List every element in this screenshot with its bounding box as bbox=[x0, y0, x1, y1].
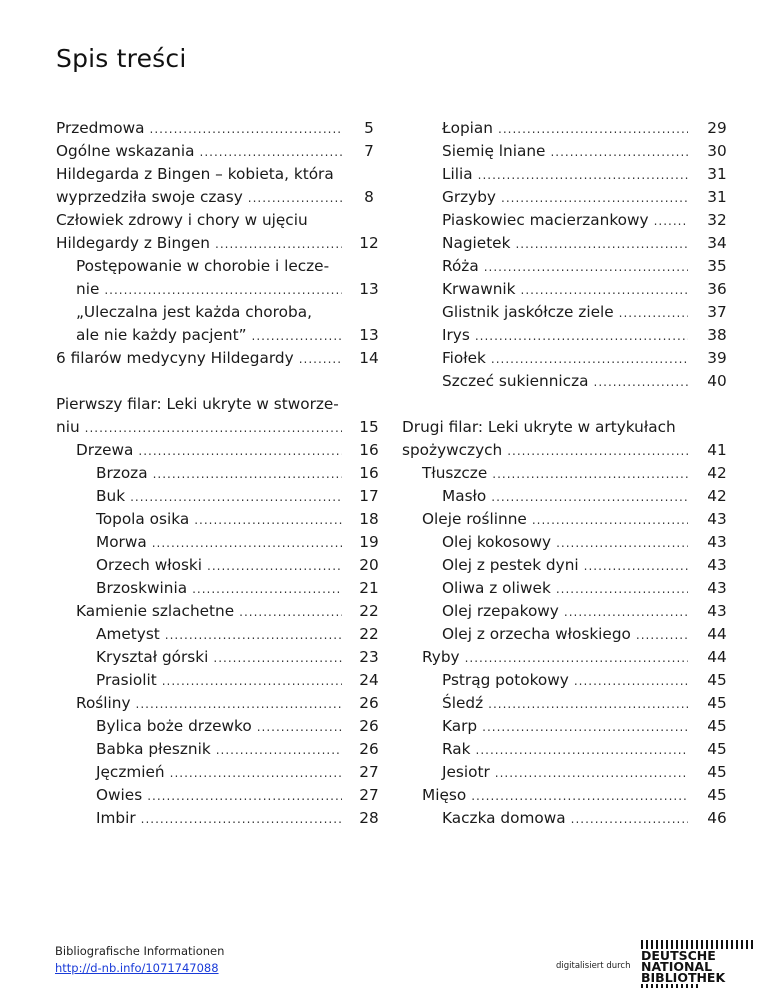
dot-leader bbox=[252, 325, 342, 348]
toc-entry bbox=[422, 508, 727, 531]
dot-leader bbox=[491, 348, 688, 371]
dnb-logo bbox=[639, 940, 757, 988]
dot-leader bbox=[150, 118, 342, 141]
dot-leader bbox=[136, 693, 342, 716]
toc-entry bbox=[442, 807, 727, 830]
bibliographic-info bbox=[55, 943, 224, 977]
dot-leader bbox=[475, 325, 688, 348]
toc-page-number: 13 bbox=[359, 326, 379, 344]
toc-page-number: 38 bbox=[707, 326, 727, 344]
toc-entry bbox=[96, 761, 379, 784]
toc-entry bbox=[442, 163, 727, 186]
bibliographic-link[interactable]: http://d-nb.info/1071747088 bbox=[55, 961, 219, 975]
toc-entry bbox=[96, 669, 379, 692]
dot-leader bbox=[501, 187, 688, 210]
dot-leader bbox=[239, 601, 342, 624]
toc-entry-title: Oleje roślinne bbox=[422, 510, 527, 528]
toc-entry-title: Oliwa z oliwek bbox=[442, 579, 551, 597]
toc-page-number: 21 bbox=[359, 579, 379, 597]
toc-entry bbox=[442, 232, 727, 255]
toc-entry bbox=[442, 738, 727, 761]
toc-entry-title: Imbir bbox=[96, 809, 136, 827]
toc-page-number: 45 bbox=[707, 786, 727, 804]
toc-page-number: 30 bbox=[707, 142, 727, 160]
toc-entry bbox=[422, 646, 727, 669]
dot-leader bbox=[207, 555, 342, 578]
dot-leader bbox=[484, 256, 688, 279]
toc-entry bbox=[96, 623, 379, 646]
toc-entry-title: Nagietek bbox=[442, 234, 511, 252]
toc-entry-title: Drugi filar: Leki ukryte w artykułach bbox=[402, 418, 676, 436]
dot-leader bbox=[165, 624, 342, 647]
toc-entry-title: Ryby bbox=[422, 648, 460, 666]
toc-entry bbox=[56, 232, 379, 255]
dot-leader bbox=[574, 670, 688, 693]
toc-page-number: 12 bbox=[359, 234, 379, 252]
dot-leader bbox=[556, 578, 688, 601]
dot-leader bbox=[85, 417, 342, 440]
toc-entry-title: Hildegarda z Bingen – kobieta, która bbox=[56, 165, 334, 183]
toc-page-number: 16 bbox=[359, 464, 379, 482]
toc-entry-title: Róża bbox=[442, 257, 479, 275]
toc-page-number: 42 bbox=[707, 487, 727, 505]
dot-leader bbox=[636, 624, 688, 647]
toc-entry bbox=[442, 278, 727, 301]
dot-leader bbox=[564, 601, 688, 624]
toc-entry bbox=[76, 301, 346, 324]
toc-entry bbox=[442, 324, 727, 347]
dot-leader bbox=[556, 532, 688, 555]
toc-page-number: 8 bbox=[364, 188, 374, 206]
toc-entry-title: Orzech włoski bbox=[96, 556, 203, 574]
toc-entry bbox=[442, 692, 727, 715]
toc-entry-title: Brzoskwinia bbox=[96, 579, 188, 597]
toc-entry-title: Pstrąg potokowy bbox=[442, 671, 569, 689]
toc-page-number: 39 bbox=[707, 349, 727, 367]
toc-page-number: 43 bbox=[707, 533, 727, 551]
toc-page-number: 36 bbox=[707, 280, 727, 298]
toc-page-number: 45 bbox=[707, 763, 727, 781]
toc-entry bbox=[402, 393, 692, 416]
toc-page-number: 44 bbox=[707, 625, 727, 643]
dot-leader bbox=[147, 785, 342, 808]
toc-page-number: 40 bbox=[707, 372, 727, 390]
toc-entry bbox=[442, 209, 727, 232]
dot-leader bbox=[194, 509, 342, 532]
dot-leader bbox=[215, 233, 342, 256]
toc-page-number: 44 bbox=[707, 648, 727, 666]
toc-entry bbox=[442, 761, 727, 784]
toc-entry bbox=[96, 646, 379, 669]
toc-entry-title: Lilia bbox=[442, 165, 473, 183]
toc-page-number: 42 bbox=[707, 464, 727, 482]
toc-entry bbox=[442, 577, 727, 600]
toc-entry-title: Buk bbox=[96, 487, 126, 505]
toc-page-number: 15 bbox=[359, 418, 379, 436]
toc-page-number: 45 bbox=[707, 717, 727, 735]
toc-page-number: 18 bbox=[359, 510, 379, 528]
dot-leader bbox=[299, 348, 342, 371]
toc-page-number: 29 bbox=[707, 119, 727, 137]
toc-entry-title: Kaczka domowa bbox=[442, 809, 566, 827]
dot-leader bbox=[478, 164, 688, 187]
toc-entry-title: Śledź bbox=[442, 694, 484, 712]
toc-entry bbox=[422, 784, 727, 807]
toc-entry bbox=[442, 554, 727, 577]
toc-page-number: 20 bbox=[359, 556, 379, 574]
toc-entry bbox=[96, 508, 379, 531]
toc-entry-title: spożywczych bbox=[402, 441, 503, 459]
dot-leader bbox=[130, 486, 342, 509]
toc-entry bbox=[56, 416, 379, 439]
toc-entry bbox=[56, 393, 346, 416]
toc-page-number: 7 bbox=[364, 142, 374, 160]
toc-page-number: 31 bbox=[707, 165, 727, 183]
bibliographic-label: Bibliografische Informationen bbox=[55, 944, 225, 958]
toc-entry bbox=[442, 255, 727, 278]
toc-page-number: 26 bbox=[359, 717, 379, 735]
toc-entry bbox=[442, 347, 727, 370]
dot-leader bbox=[488, 693, 688, 716]
toc-entry-title: Łopian bbox=[442, 119, 493, 137]
toc-page-number: 37 bbox=[707, 303, 727, 321]
toc-entry-title: Kamienie szlachetne bbox=[76, 602, 235, 620]
toc-entry-title: Karp bbox=[442, 717, 478, 735]
dot-leader bbox=[153, 463, 342, 486]
toc-entry bbox=[56, 186, 374, 209]
toc-entry-title: Człowiek zdrowy i chory w ujęciu bbox=[56, 211, 308, 229]
toc-entry bbox=[76, 600, 379, 623]
toc-entry-title: Olej rzepakowy bbox=[442, 602, 559, 620]
dot-leader bbox=[521, 279, 688, 302]
toc-page-number: 27 bbox=[359, 763, 379, 781]
toc-entry-title: Morwa bbox=[96, 533, 147, 551]
toc-entry bbox=[96, 715, 379, 738]
toc-entry-title: Krwawnik bbox=[442, 280, 516, 298]
toc-entry bbox=[442, 600, 727, 623]
dot-leader bbox=[152, 532, 342, 555]
logo-line-1: DEUTSCHE bbox=[641, 948, 716, 963]
toc-entry bbox=[442, 669, 727, 692]
dot-leader bbox=[507, 440, 688, 463]
toc-entry bbox=[96, 462, 379, 485]
dot-leader bbox=[170, 762, 342, 785]
toc-entry bbox=[442, 186, 727, 209]
toc-page-number: 46 bbox=[707, 809, 727, 827]
toc-entry-title: Bylica boże drzewko bbox=[96, 717, 252, 735]
dot-leader bbox=[162, 670, 342, 693]
toc-entry bbox=[76, 439, 379, 462]
toc-entry-title: nie bbox=[76, 280, 100, 298]
dot-leader bbox=[216, 739, 342, 762]
toc-entry-title: Masło bbox=[442, 487, 487, 505]
toc-entry bbox=[56, 117, 374, 140]
toc-entry-title: wyprzedziła swoje czasy bbox=[56, 188, 243, 206]
toc-entry-title: Piaskowiec macierzankowy bbox=[442, 211, 649, 229]
toc-entry-title: Tłuszcze bbox=[422, 464, 488, 482]
toc-entry bbox=[76, 324, 379, 347]
toc-page-number: 23 bbox=[359, 648, 379, 666]
toc-entry-title: Glistnik jaskółcze ziele bbox=[442, 303, 614, 321]
dot-leader bbox=[192, 578, 342, 601]
toc-page-number: 41 bbox=[707, 441, 727, 459]
dot-leader bbox=[532, 509, 688, 532]
toc-entry-title: Kryształ górski bbox=[96, 648, 209, 666]
toc-entry-title: Fiołek bbox=[442, 349, 486, 367]
dot-leader bbox=[571, 808, 688, 831]
toc-entry bbox=[96, 807, 379, 830]
toc-entry-title: „Uleczalna jest każda choroba, bbox=[76, 303, 312, 321]
toc-entry-title: niu bbox=[56, 418, 80, 436]
toc-entry-title: Olej z pestek dyni bbox=[442, 556, 579, 574]
toc-entry bbox=[96, 784, 379, 807]
dot-leader bbox=[248, 187, 342, 210]
toc-entry-title: ale nie każdy pacjent” bbox=[76, 326, 247, 344]
toc-page-number: 19 bbox=[359, 533, 379, 551]
dot-leader bbox=[491, 486, 688, 509]
toc-entry-title: Brzoza bbox=[96, 464, 148, 482]
toc-entry bbox=[96, 485, 379, 508]
toc-entry bbox=[442, 301, 727, 324]
toc-page-number: 35 bbox=[707, 257, 727, 275]
toc-entry bbox=[56, 209, 346, 232]
toc-page-number: 22 bbox=[359, 625, 379, 643]
dot-leader bbox=[200, 141, 343, 164]
dot-leader bbox=[498, 118, 688, 141]
toc-entry-title: Ametyst bbox=[96, 625, 160, 643]
dot-leader bbox=[515, 233, 688, 256]
dot-leader bbox=[492, 463, 688, 486]
toc-entry-title: Rak bbox=[442, 740, 471, 758]
toc-entry-title: Szczeć sukiennicza bbox=[442, 372, 589, 390]
toc-entry bbox=[96, 554, 379, 577]
toc-entry bbox=[56, 163, 346, 186]
toc-entry bbox=[422, 462, 727, 485]
toc-page-number: 28 bbox=[359, 809, 379, 827]
toc-entry bbox=[76, 278, 379, 301]
toc-entry-title: Mięso bbox=[422, 786, 467, 804]
toc-entry bbox=[76, 692, 379, 715]
toc-page-number: 27 bbox=[359, 786, 379, 804]
dot-leader bbox=[584, 555, 688, 578]
toc-entry-title: Irys bbox=[442, 326, 470, 344]
toc-entry-title: Babka płesznik bbox=[96, 740, 211, 758]
toc-entry bbox=[96, 531, 379, 554]
toc-page-number: 5 bbox=[364, 119, 374, 137]
toc-page-number: 24 bbox=[359, 671, 379, 689]
dot-leader bbox=[550, 141, 688, 164]
toc-entry bbox=[442, 117, 727, 140]
toc-page-number: 26 bbox=[359, 694, 379, 712]
toc-entry-title: Topola osika bbox=[96, 510, 190, 528]
toc-entry-title: Prasiolit bbox=[96, 671, 157, 689]
logo-line-2: NATIONAL bbox=[641, 959, 713, 974]
toc-entry bbox=[56, 140, 374, 163]
toc-entry-title: Hildegardy z Bingen bbox=[56, 234, 210, 252]
toc-entry-title: Jęczmień bbox=[96, 763, 165, 781]
toc-entry-title: Grzyby bbox=[442, 188, 496, 206]
toc-page-number: 43 bbox=[707, 510, 727, 528]
toc-page-number: 43 bbox=[707, 556, 727, 574]
toc-page-number: 13 bbox=[359, 280, 379, 298]
dot-leader bbox=[257, 716, 342, 739]
toc-entry bbox=[56, 347, 379, 370]
toc-entry bbox=[442, 140, 727, 163]
toc-page-number: 26 bbox=[359, 740, 379, 758]
toc-entry-title: Olej kokosowy bbox=[442, 533, 552, 551]
toc-entry bbox=[402, 416, 692, 439]
dot-leader bbox=[476, 739, 688, 762]
toc-page-number: 45 bbox=[707, 671, 727, 689]
page-title: Spis treści bbox=[56, 44, 187, 73]
dot-leader bbox=[495, 762, 688, 785]
toc-page-number: 14 bbox=[359, 349, 379, 367]
dot-leader bbox=[104, 279, 342, 302]
toc-entry bbox=[96, 738, 379, 761]
toc-page-number: 22 bbox=[359, 602, 379, 620]
dot-leader bbox=[471, 785, 688, 808]
toc-entry-title: Postępowanie w chorobie i lecze- bbox=[76, 257, 330, 275]
toc-page-number: 16 bbox=[359, 441, 379, 459]
toc-entry bbox=[76, 255, 346, 278]
toc-entry-title: Siemię lniane bbox=[442, 142, 546, 160]
toc-page-number: 45 bbox=[707, 740, 727, 758]
toc-entry-title: Pierwszy filar: Leki ukryte w stworze- bbox=[56, 395, 339, 413]
digitized-by-label: digitalisiert durch bbox=[556, 961, 631, 971]
toc-page-number: 34 bbox=[707, 234, 727, 252]
logo-line-3: BIBLIOTHEK bbox=[641, 970, 726, 985]
toc-entry bbox=[442, 623, 727, 646]
toc-page-number: 45 bbox=[707, 694, 727, 712]
dot-leader bbox=[482, 716, 688, 739]
dot-leader bbox=[619, 302, 688, 325]
dot-leader bbox=[138, 440, 342, 463]
toc-entry-title: 6 filarów medycyny Hildegardy bbox=[56, 349, 294, 367]
dot-leader bbox=[213, 647, 342, 670]
toc-page-number: 43 bbox=[707, 602, 727, 620]
toc-entry bbox=[96, 577, 379, 600]
toc-entry bbox=[442, 715, 727, 738]
toc-page-number: 32 bbox=[707, 211, 727, 229]
toc-entry bbox=[442, 531, 727, 554]
toc-entry-title: Drzewa bbox=[76, 441, 134, 459]
toc-entry bbox=[442, 485, 727, 508]
dot-leader bbox=[465, 647, 688, 670]
toc-entry bbox=[56, 370, 346, 393]
toc-page-number: 17 bbox=[359, 487, 379, 505]
toc-page-number: 43 bbox=[707, 579, 727, 597]
toc-entry-title: Przedmowa bbox=[56, 119, 145, 137]
toc-entry-title: Owies bbox=[96, 786, 143, 804]
toc-entry-title: Ogólne wskazania bbox=[56, 142, 195, 160]
dot-leader bbox=[594, 371, 688, 394]
dot-leader bbox=[141, 808, 342, 831]
toc-entry bbox=[402, 439, 727, 462]
toc-entry-title: Jesiotr bbox=[442, 763, 490, 781]
toc-page-number: 31 bbox=[707, 188, 727, 206]
dot-leader bbox=[654, 210, 688, 233]
toc-entry-title: Rośliny bbox=[76, 694, 131, 712]
toc-entry bbox=[442, 370, 727, 393]
toc-entry-title: Olej z orzecha włoskiego bbox=[442, 625, 631, 643]
